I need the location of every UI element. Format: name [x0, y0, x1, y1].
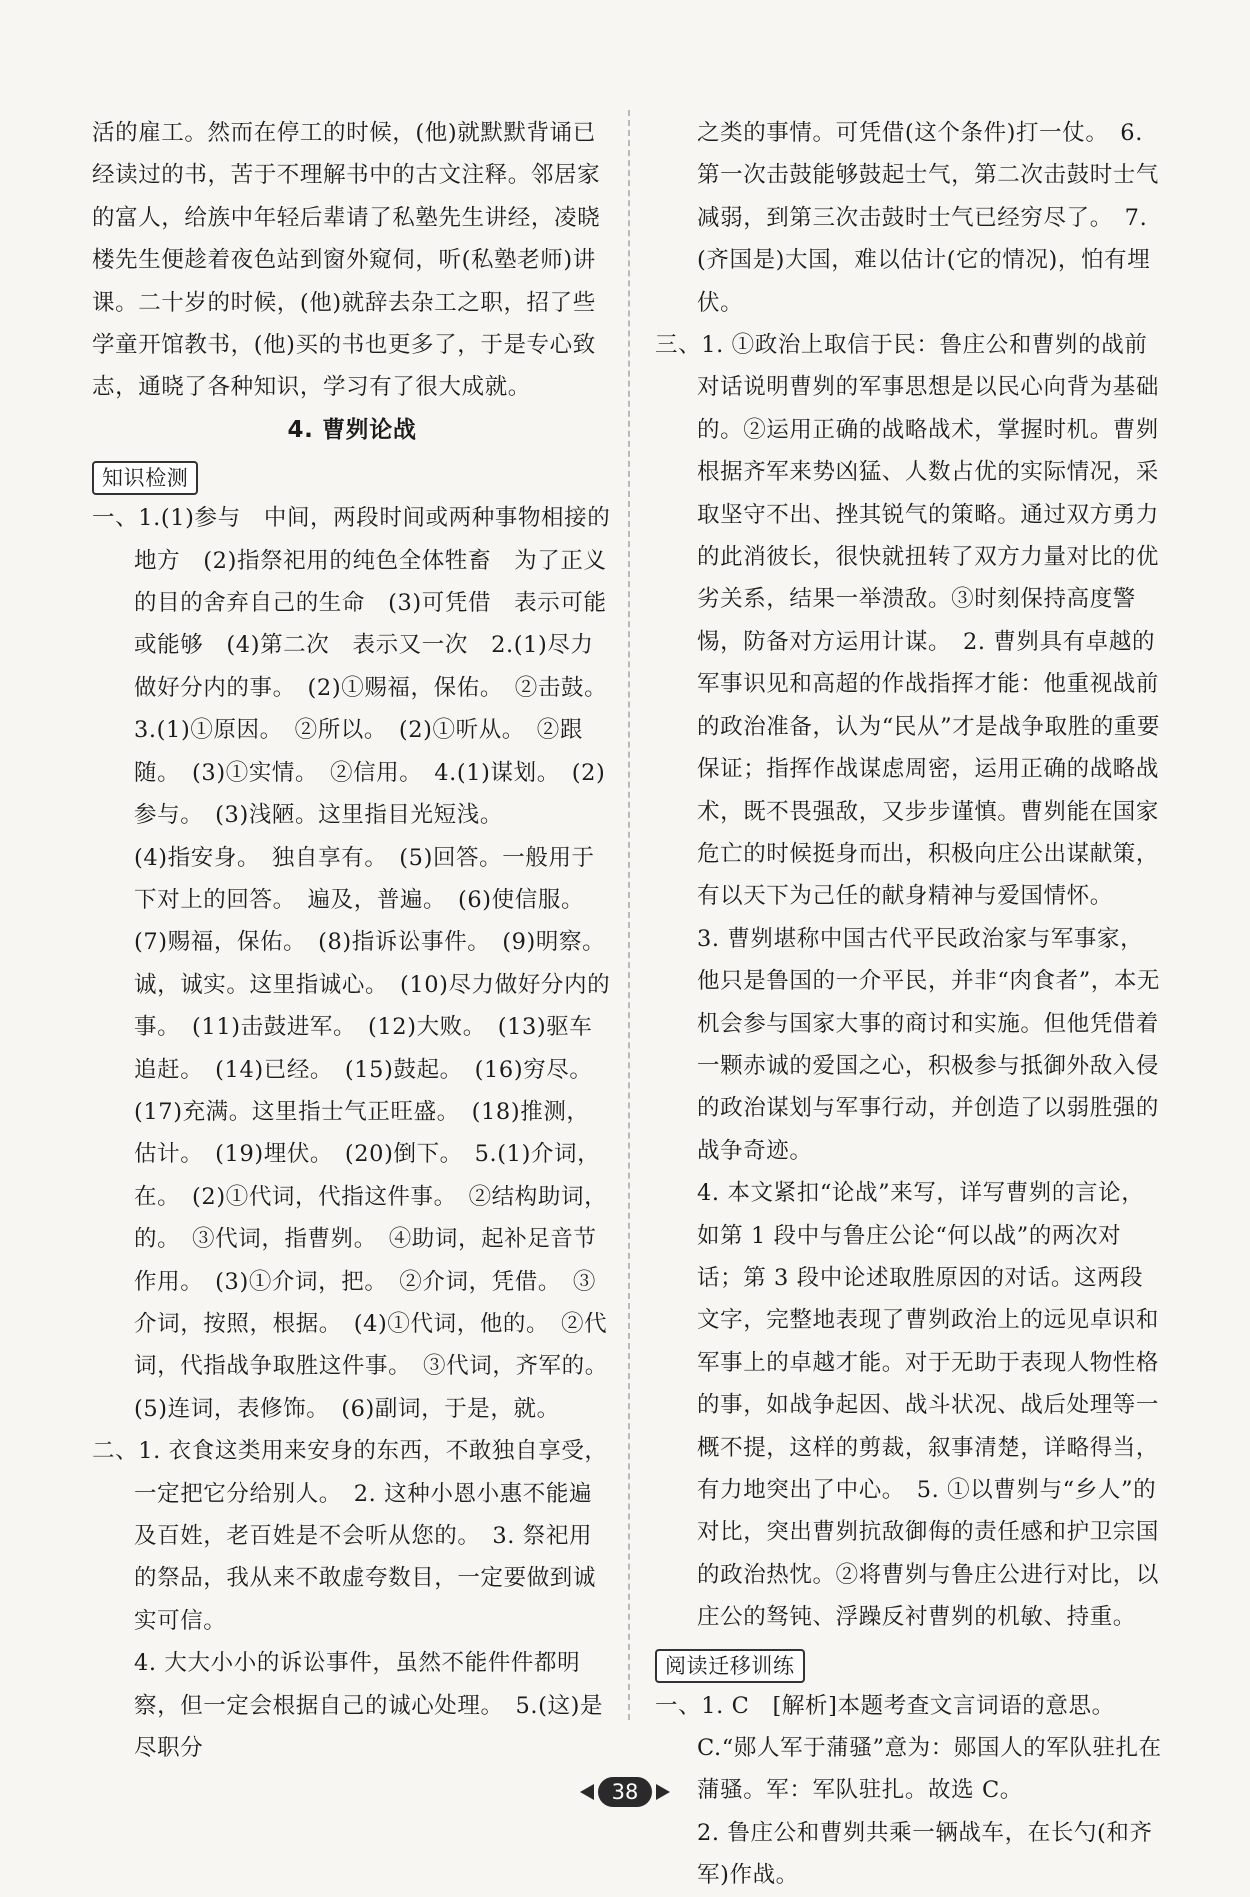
- page-number: 38: [598, 1777, 652, 1807]
- answer-part-2-cont: 4. 大大小小的诉讼事件，虽然不能件件都明察，但一定会根据自己的诚心处理。 5.(这)是尽职分: [134, 1650, 604, 1762]
- page-number-badge: [570, 1775, 680, 1809]
- answer-part-3-item-3: 3. 曹刿堪称中国古代平民政治家与军事家，他只是鲁国的一介平民，并非“肉食者”，本无机会参与国家大事的商讨和实施。但他凭借着一颗赤诚的爱国之心，积极参与抵御外敌入侵的政治谋划与军事行动，并创造了以弱胜强的战争奇迹。: [697, 925, 1161, 1164]
- section-tag-wrap: [92, 453, 612, 495]
- right-column: [655, 112, 1165, 1897]
- answer-part-1-cont-a: 3.(1)①原因。 ②所以。 (2)①听从。 ②跟随。 (3)①实情。 ②信用。 4.(1)谋划。 (2)参与。 (3)浅陋。这里指目光短浅。: [134, 717, 606, 829]
- left-arrow-icon: [580, 1784, 594, 1800]
- answer-part-3-item-4: 4. 本文紧扣“论战”来写，详写曹刿的言论，如第 1 段中与鲁庄公论“何以战”的两次对话；第 3 段中论述取胜原因的对话。这两段文字，完整地表现了曹刿政治上的远见卓识和军事上的卓越才能。对于无助于表现人物性格的事，如战争起因、战斗状况、战后处理等一概不提，这样的剪裁，叙事清楚，详略得当，有力地突出了中心。 5. ①以曹刿与“乡人”的对比，突出曹刿抗敌御侮的责任感和护卫宗国的政治热忱。②将曹刿与鲁庄公进行对比，以庄公的驽钝、浮躁反衬曹刿的机敏、持重。: [697, 1180, 1160, 1631]
- intro-paragraph: 活的雇工。然而在停工的时候，(他)就默默背诵已经读过的书，苦于不理解书中的古文注释。邻居家的富人，给族中年轻后辈请了私塾先生讲经，凌晓楼先生便趁着夜色站到窗外窥伺，听(私塾老师)讲课。二十岁的时候，(他)就辞去杂工之职，招了些学童开馆教书，(他)买的书也更多了，于是专心致志，通晓了各种知识，学习有了很大成就。: [92, 120, 601, 401]
- section-title: 4. 曹刿论战: [287, 416, 417, 443]
- right-arrow-icon: [656, 1784, 670, 1800]
- reading-answer-1: 一、1. C [解析]本题考查文言词语的意思。C.“郧人军于蒲骚”意为：郧国人的军队驻扎在蒲骚。军：军队驻扎。故选 C。: [655, 1692, 1162, 1804]
- section-tag-knowledge-check: 知识检测: [92, 461, 198, 495]
- section-tag-wrap-2: [655, 1641, 1165, 1683]
- answer-part-3: 三、1. ①政治上取信于民：鲁庄公和曹刿的战前对话说明曹刿的军事思想是以民心向背为基础的。②运用正确的战略战术，掌握时机。曹刿根据齐军来势凶猛、人数占优的实际情况，采取坚守不出、挫其锐气的策略。通过双方勇力的此消彼长，很快就扭转了双方力量对比的优劣关系，结果一举溃敌。③时刻保持高度警惕，防备对方运用计谋。 2. 曹刿具有卓越的军事识见和高超的作战指挥才能：他重视战前的政治准备，认为“民从”才是战争取胜的重要保证；指挥作战谋虑周密，运用正确的战略战术，既不畏强敌，又步步谨慎。曹刿能在国家危亡的时候挺身而出，积极向庄公出谋献策，有以天下为己任的献身精神与爱国情怀。: [655, 332, 1161, 910]
- section-tag-reading-transfer: 阅读迁移训练: [655, 1649, 805, 1683]
- answer-part-1-cont-b: (4)指安身。 独自享有。 (5)回答。一般用于下对上的回答。 遍及，普遍。 (6)使信服。 (7)赐福，保佑。 (8)指诉讼事件。 (9)明察。 诚，诚实。这里指诚心。 (10)尽力做好分内的事。 (11)击鼓进军。 (12)大败。 (13)驱车追赶。 (14)已经。 (15)鼓起。 (16)穷尽。 (17)充满。这里指士气正旺盛。 (18)推测，估计。 (19)埋伏。 (20)倒下。 5.(1)介词，在。 (2)①代词，代指这件事。 ②结构助词，的。 ③代词，指曹刿。 ④助词，起补足音节作用。 (3)①介词，把。 ②介词，凭借。 ③介词，按照，根据。 (4)①代词，他的。 ②代词，代指战争取胜这件事。 ③代词，齐军的。 (5)连词，表修饰。 (6)副词，于是，就。: [134, 844, 620, 1422]
- reading-answer-2: 2. 鲁庄公和曹刿共乘一辆战车，在长勺(和齐军)作战。: [697, 1819, 1153, 1889]
- answer-part-2: 二、1. 衣食这类用来安身的东西，不敢独自享受，一定把它分给别人。 2. 这种小恩小惠不能遍及百姓，老百姓是不会听从您的。 3. 祭祀用的祭品，我从来不敢虚夸数目，一定要做到诚实可信。: [92, 1438, 608, 1634]
- answer-part-2-continued: 之类的事情。可凭借(这个条件)打一仗。 6. 第一次击鼓能够鼓起士气，第二次击鼓时士气减弱，到第三次击鼓时士气已经穷尽了。 7.(齐国是)大国，难以估计(它的情况)，怕有埋伏。: [697, 120, 1160, 316]
- left-column: [92, 112, 620, 1769]
- answer-part-1: 一、1.(1)参与 中间，两段时间或两种事物相接的地方 (2)指祭祀用的纯色全体牲畜 为了正义的目的舍弃自己的生命 (3)可凭借 表示可能或能够 (4)第二次 表示又一次 2.(1)尽力做好分内的事。 (2)①赐福，保佑。 ②击鼓。: [92, 505, 611, 701]
- column-divider: [628, 110, 630, 1720]
